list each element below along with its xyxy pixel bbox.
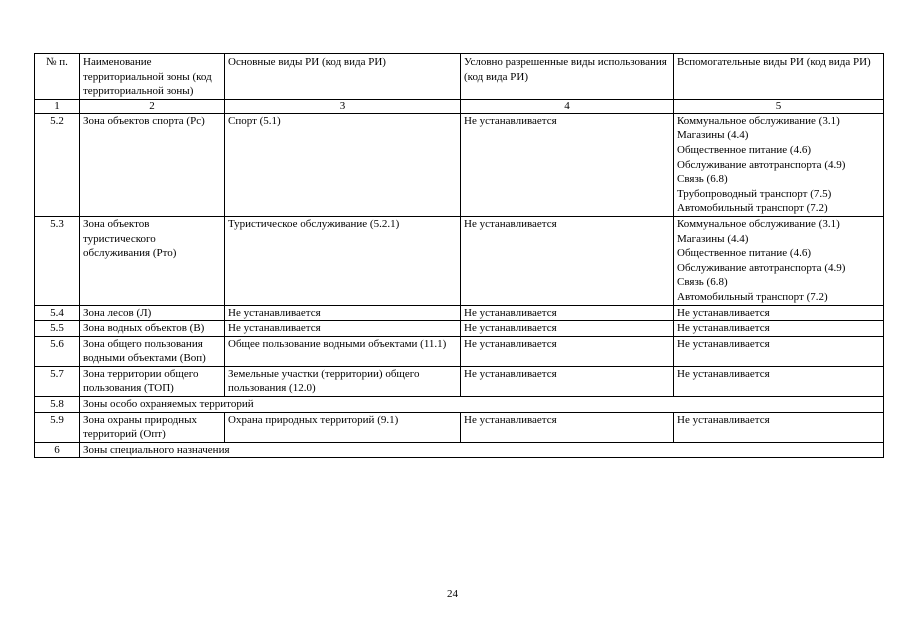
table-row <box>35 305 884 321</box>
header-conditional-uses: Условно разрешенные виды использования (код вида РИ) <box>461 54 674 100</box>
auxiliary-uses <box>674 366 884 396</box>
auxiliary-uses <box>674 113 884 216</box>
main-use: Общее пользование водными объектами (11.1) <box>225 336 461 366</box>
row-number: 5.9 <box>35 412 80 442</box>
table-row <box>35 216 884 305</box>
auxiliary-use-item: Магазины (4.4) <box>677 129 749 142</box>
conditional-use: Не устанавливается <box>461 366 674 396</box>
section-title: Зоны специального назначения <box>80 442 884 458</box>
auxiliary-use-item: Автомобильный транспорт (7.2) <box>677 290 828 303</box>
column-number: 4 <box>461 99 674 113</box>
auxiliary-uses <box>674 321 884 337</box>
zone-name: Зона общего пользования водными объектами (Воп) <box>80 336 225 366</box>
row-number: 6 <box>35 442 80 458</box>
auxiliary-use-item: Не устанавливается <box>677 306 770 319</box>
row-number: 5.3 <box>35 216 80 305</box>
auxiliary-use-item: Не устанавливается <box>677 337 770 350</box>
conditional-use: Не устанавливается <box>461 321 674 337</box>
row-number: 5.8 <box>35 397 80 413</box>
row-number: 5.7 <box>35 366 80 396</box>
page-number: 24 <box>447 588 458 600</box>
table-row <box>35 113 884 216</box>
zone-name: Зона объектов спорта (Рс) <box>80 113 225 216</box>
auxiliary-uses <box>674 412 884 442</box>
row-number: 5.6 <box>35 336 80 366</box>
auxiliary-use-item: Не устанавливается <box>677 367 770 380</box>
header-number: № п. <box>35 54 80 100</box>
conditional-use: Не устанавливается <box>461 113 674 216</box>
auxiliary-uses <box>674 336 884 366</box>
table-row <box>35 412 884 442</box>
row-number: 5.5 <box>35 321 80 337</box>
main-use: Спорт (5.1) <box>225 113 461 216</box>
column-numbers-row <box>35 99 884 113</box>
zoning-table <box>34 53 884 458</box>
auxiliary-use-item: Коммунальное обслуживание (3.1) <box>677 217 840 230</box>
conditional-use: Не устанавливается <box>461 412 674 442</box>
table-row <box>35 336 884 366</box>
auxiliary-use-item: Обслуживание автотранспорта (4.9) <box>677 158 846 171</box>
auxiliary-use-item: Трубопроводный транспорт (7.5) <box>677 187 832 200</box>
main-use: Не устанавливается <box>225 305 461 321</box>
auxiliary-use-item: Общественное питание (4.6) <box>677 247 811 260</box>
section-title: Зоны особо охраняемых территорий <box>80 397 884 413</box>
auxiliary-uses <box>674 305 884 321</box>
header-main-uses: Основные виды РИ (код вида РИ) <box>225 54 461 100</box>
table-body <box>35 113 884 458</box>
main-use: Земельные участки (территории) общего пользования (12.0) <box>225 366 461 396</box>
auxiliary-use-item: Не устанавливается <box>677 413 770 426</box>
zone-name: Зона водных объектов (В) <box>80 321 225 337</box>
main-use: Не устанавливается <box>225 321 461 337</box>
zone-name: Зона охраны природных территорий (Опт) <box>80 412 225 442</box>
auxiliary-use-item: Коммунальное обслуживание (3.1) <box>677 114 840 127</box>
zone-name: Зона лесов (Л) <box>80 305 225 321</box>
row-number: 5.4 <box>35 305 80 321</box>
main-use: Охрана природных территорий (9.1) <box>225 412 461 442</box>
column-number: 5 <box>674 99 884 113</box>
zone-name: Зона территории общего пользования (ТОП) <box>80 366 225 396</box>
auxiliary-uses <box>674 216 884 305</box>
auxiliary-use-item: Магазины (4.4) <box>677 232 749 245</box>
auxiliary-use-item: Автомобильный транспорт (7.2) <box>677 202 828 215</box>
conditional-use: Не устанавливается <box>461 216 674 305</box>
column-number: 3 <box>225 99 461 113</box>
table-row <box>35 321 884 337</box>
auxiliary-use-item: Связь (6.8) <box>677 173 728 186</box>
column-number: 1 <box>35 99 80 113</box>
section-row <box>35 397 884 413</box>
conditional-use: Не устанавливается <box>461 305 674 321</box>
auxiliary-use-item: Общественное питание (4.6) <box>677 143 811 156</box>
header-auxiliary-uses: Вспомогательные виды РИ (код вида РИ) <box>674 54 884 100</box>
table-row <box>35 366 884 396</box>
auxiliary-use-item: Обслуживание автотранспорта (4.9) <box>677 261 846 274</box>
row-number: 5.2 <box>35 113 80 216</box>
section-row <box>35 442 884 458</box>
auxiliary-use-item: Связь (6.8) <box>677 276 728 289</box>
auxiliary-use-item: Не устанавливается <box>677 322 770 335</box>
header-zone-name: Наименование территориальной зоны (код территориальной зоны) <box>80 54 225 100</box>
conditional-use: Не устанавливается <box>461 336 674 366</box>
main-use: Туристическое обслуживание (5.2.1) <box>225 216 461 305</box>
zone-name: Зона объектов туристического обслуживания (Рто) <box>80 216 225 305</box>
column-number: 2 <box>80 99 225 113</box>
header-row <box>35 54 884 100</box>
